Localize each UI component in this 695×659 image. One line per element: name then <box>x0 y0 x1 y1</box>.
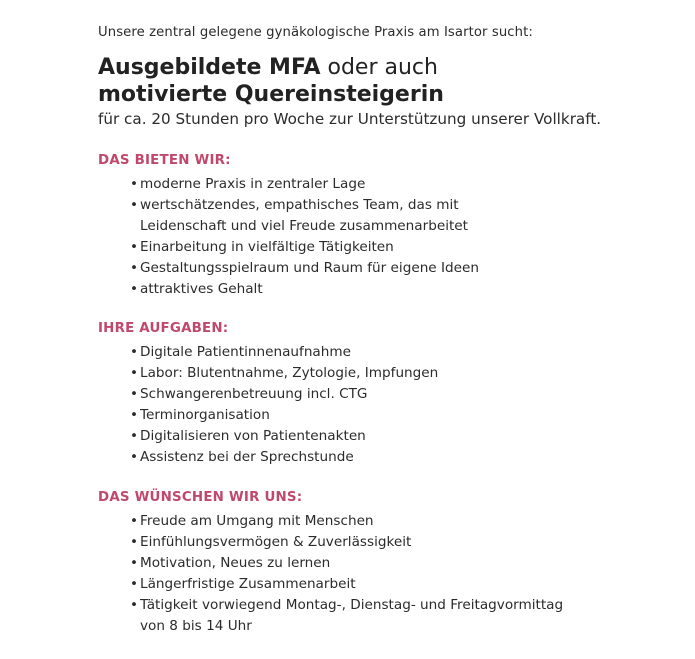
bullet-icon: • <box>130 513 139 529</box>
list-item <box>130 363 688 384</box>
list-item <box>130 574 688 595</box>
list-item <box>130 426 688 447</box>
list-item <box>130 258 688 279</box>
headline-role: Ausgebildete MFA <box>98 55 321 80</box>
list-item <box>130 279 688 300</box>
list-item-text: Längerfristige Zusammenarbeit <box>140 576 356 593</box>
bullet-icon: • <box>130 555 139 572</box>
list-item-text: Terminorganisation <box>140 407 270 424</box>
list-item-text: wertschätzendes, empathisches Team, das mit <box>140 197 459 214</box>
bullet-icon: • <box>130 534 139 551</box>
bullet-icon: • <box>130 449 139 466</box>
section-title: DAS WÜNSCHEN WIR UNS: <box>98 490 303 505</box>
bullet-icon: • <box>130 407 139 424</box>
list-item-text: Labor: Blutentnahme, Zytologie, Impfungen <box>140 365 439 382</box>
bullet-icon: • <box>130 197 139 214</box>
list-item-text: Digitale Patientinnenaufnahme <box>140 344 351 360</box>
list-item <box>130 384 688 405</box>
expectations-list <box>98 511 688 638</box>
list-item <box>130 532 688 553</box>
list-item-text: Einarbeitung in vielfältige Tätigkeiten <box>140 239 394 256</box>
list-item-continuation: Leidenschaft und viel Freude zusammenarbeitet <box>140 218 468 235</box>
list-item <box>130 174 688 195</box>
section-benefits <box>98 152 688 301</box>
bullet-icon: • <box>130 365 139 382</box>
list-item-text: moderne Praxis in zentraler Lage <box>140 176 366 192</box>
list-item-text: Motivation, Neues zu lernen <box>140 555 331 572</box>
list-item <box>130 237 688 258</box>
list-item <box>130 195 688 237</box>
list-item <box>130 595 688 637</box>
bullet-icon: • <box>130 576 139 593</box>
section-title: DAS BIETEN WIR: <box>98 153 231 168</box>
list-item <box>130 553 688 574</box>
list-item-text: Tätigkeit vorwiegend Montag-, Dienstag- und Freitagvormittag <box>140 597 564 614</box>
job-posting <box>98 24 688 635</box>
list-item <box>130 511 688 532</box>
bullet-icon: • <box>130 176 139 192</box>
bullet-icon: • <box>130 428 139 445</box>
list-item-continuation: von 8 bis 14 Uhr <box>140 618 252 635</box>
benefits-list <box>98 174 688 301</box>
bullet-icon: • <box>130 260 139 277</box>
bullet-icon: • <box>130 344 139 360</box>
headline-alternative: motivierte Quereinsteigerin <box>98 82 444 107</box>
headline <box>98 54 688 108</box>
list-item-text: Schwangerenbetreuung incl. CTG <box>140 386 368 403</box>
bullet-icon: • <box>130 239 139 256</box>
list-item-text: Einfühlungsvermögen & Zuverlässigkeit <box>140 534 412 551</box>
intro-text: Unsere zentral gelegene gynäkologische Praxis am Isartor sucht: <box>98 25 533 40</box>
bullet-icon: • <box>130 597 139 614</box>
hours-subline: für ca. 20 Stunden pro Woche zur Unterstützung unserer Vollkraft. <box>98 110 602 128</box>
list-item-text: Assistenz bei der Sprechstunde <box>140 449 354 466</box>
headline-connector: oder auch <box>320 55 438 80</box>
list-item <box>130 405 688 426</box>
section-tasks <box>98 320 688 469</box>
list-item <box>130 447 688 468</box>
list-item-text: Digitalisieren von Patientenakten <box>140 428 366 445</box>
tasks-list <box>98 342 688 469</box>
list-item <box>130 342 688 363</box>
list-item-text: attraktives Gehalt <box>140 281 263 298</box>
bullet-icon: • <box>130 386 139 403</box>
list-item-text: Freude am Umgang mit Menschen <box>140 513 374 529</box>
section-expectations <box>98 489 688 638</box>
bullet-icon: • <box>130 281 139 298</box>
section-title: IHRE AUFGABEN: <box>98 321 229 336</box>
list-item-text: Gestaltungsspielraum und Raum für eigene Ideen <box>140 260 479 277</box>
